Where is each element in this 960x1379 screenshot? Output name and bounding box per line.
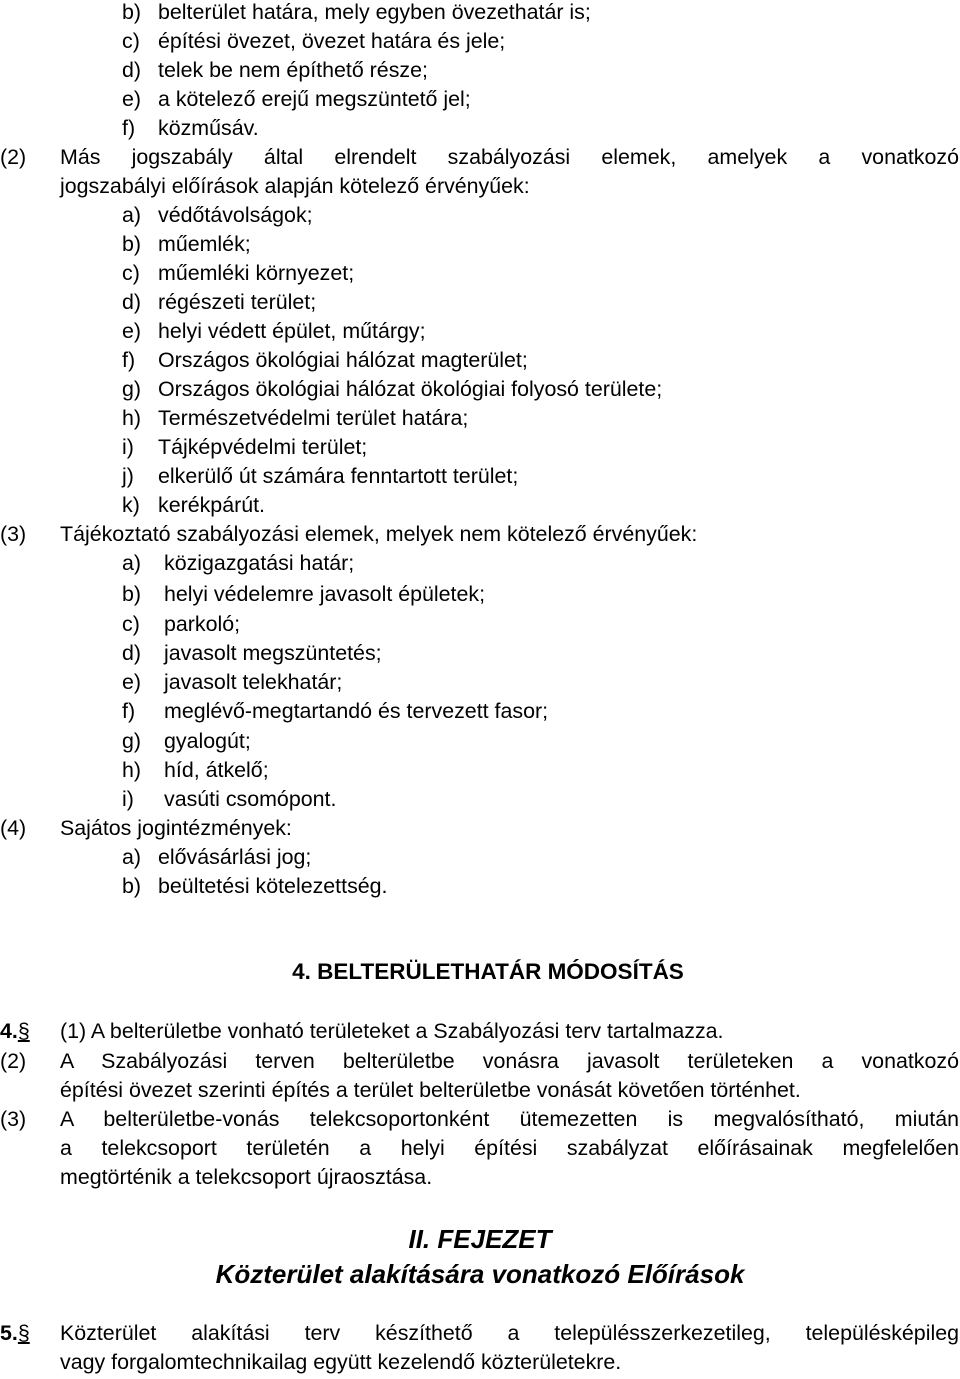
list-item: elkerülő út számára fenntartott terület;: [158, 464, 519, 488]
list-item: kerékpárút.: [158, 493, 266, 517]
section-number-value: 4.: [0, 1019, 18, 1043]
paragraph-number: (3): [0, 1107, 27, 1131]
list-item: beültetési kötelezettség.: [158, 874, 388, 898]
paragraph-number: (2): [0, 1049, 27, 1073]
list-item: javasolt telekhatár;: [164, 670, 343, 694]
paragraph-text: jogszabályi előírások alapján kötelező érvényűek:: [60, 174, 530, 198]
list-item: Tájképvédelmi terület;: [158, 435, 368, 459]
paragraph-number: (2): [0, 145, 27, 169]
list-item: híd, átkelő;: [164, 758, 269, 782]
list-label: h): [122, 406, 142, 430]
paragraph-text: megtörténik a telekcsoport újraosztása.: [60, 1165, 433, 1189]
list-label: g): [122, 377, 142, 401]
paragraph-number: (3): [0, 522, 27, 546]
list-item: műemléki környezet;: [158, 261, 355, 285]
list-item: védőtávolságok;: [158, 203, 313, 227]
list-label: b): [122, 582, 142, 606]
list-label: c): [122, 612, 140, 636]
list-item: a kötelező erejű megszüntető jel;: [158, 87, 471, 111]
section-mark: §: [17, 1321, 30, 1345]
list-label: e): [122, 670, 142, 694]
list-label: d): [122, 290, 142, 314]
list-item: régészeti terület;: [158, 290, 317, 314]
list-item: Országos ökológiai hálózat ökológiai folyosó területe;: [158, 377, 663, 401]
list-label: d): [122, 641, 142, 665]
list-item: közműsáv.: [158, 116, 259, 140]
list-label: b): [122, 874, 142, 898]
list-item: Természetvédelmi terület határa;: [158, 406, 469, 430]
list-item: építési övezet, övezet határa és jele;: [158, 29, 506, 53]
list-item: közigazgatási határ;: [164, 551, 355, 575]
section-mark: §: [17, 1019, 30, 1043]
paragraph-text: vagy forgalomtechnikailag együtt kezelendő közterületekre.: [60, 1350, 622, 1374]
list-label: k): [122, 493, 140, 517]
list-item: elővásárlási jog;: [158, 845, 312, 869]
list-item: műemlék;: [158, 232, 251, 256]
list-item: telek be nem építhető része;: [158, 58, 428, 82]
list-label: b): [122, 232, 142, 256]
list-label: f): [122, 348, 136, 372]
paragraph-text: Sajátos jogintézmények:: [60, 816, 292, 840]
list-item: meglévő-megtartandó és tervezett fasor;: [164, 699, 549, 723]
paragraph-text: (1) A belterületbe vonható területeket a Szabályozási terv tartalmazza.: [60, 1019, 724, 1043]
section-number: [0, 1019, 30, 1043]
list-item: javasolt megszüntetés;: [164, 641, 382, 665]
list-label: b): [122, 0, 142, 24]
section-number: [0, 1321, 30, 1345]
paragraph-text: építési övezet szerinti építés a terület belterületbe vonását követően történhet.: [60, 1078, 801, 1102]
list-label: j): [122, 464, 134, 488]
paragraph-text: A Szabályozási terven belterületbe vonásra javasolt területeken a vonatkozó: [60, 1049, 959, 1073]
list-label: i): [122, 787, 134, 811]
list-label: a): [122, 845, 142, 869]
chapter-subtitle: Közterület alakítására vonatkozó Előírások: [215, 1259, 745, 1289]
list-item: parkoló;: [164, 612, 241, 636]
list-label: c): [122, 261, 140, 285]
list-item: gyalogút;: [164, 729, 251, 753]
list-label: c): [122, 29, 140, 53]
list-item: vasúti csomópont.: [164, 787, 337, 811]
list-label: e): [122, 87, 142, 111]
list-label: g): [122, 729, 142, 753]
list-item: belterület határa, mely egyben övezethatár is;: [158, 0, 591, 24]
list-label: f): [122, 116, 136, 140]
list-item: helyi védett épület, műtárgy;: [158, 319, 426, 343]
list-label: f): [122, 699, 136, 723]
paragraph-text: A belterületbe-vonás telekcsoportonként ütemezetten is megvalósítható, miután: [60, 1107, 959, 1131]
list-label: d): [122, 58, 142, 82]
section-number-value: 5.: [0, 1321, 18, 1345]
list-label: a): [122, 551, 142, 575]
list-label: i): [122, 435, 134, 459]
list-label: e): [122, 319, 142, 343]
paragraph-text: Más jogszabály által elrendelt szabályozási elemek, amelyek a vonatkozó: [60, 145, 959, 169]
paragraph-text: Közterület alakítási terv készíthető a településszerkezetileg, településképileg: [60, 1321, 959, 1345]
list-label: h): [122, 758, 142, 782]
list-item: helyi védelemre javasolt épületek;: [164, 582, 486, 606]
paragraph-text: Tájékoztató szabályozási elemek, melyek nem kötelező érvényűek:: [60, 522, 698, 546]
section-heading: 4. BELTERÜLETHATÁR MÓDOSÍTÁS: [292, 959, 684, 984]
list-item: Országos ökológiai hálózat magterület;: [158, 348, 528, 372]
paragraph-number: (4): [0, 816, 27, 840]
list-label: a): [122, 203, 142, 227]
paragraph-text: a telekcsoport területén a helyi építési szabályzat előírásainak megfelelően: [60, 1136, 959, 1160]
chapter-title: II. FEJEZET: [408, 1224, 552, 1254]
